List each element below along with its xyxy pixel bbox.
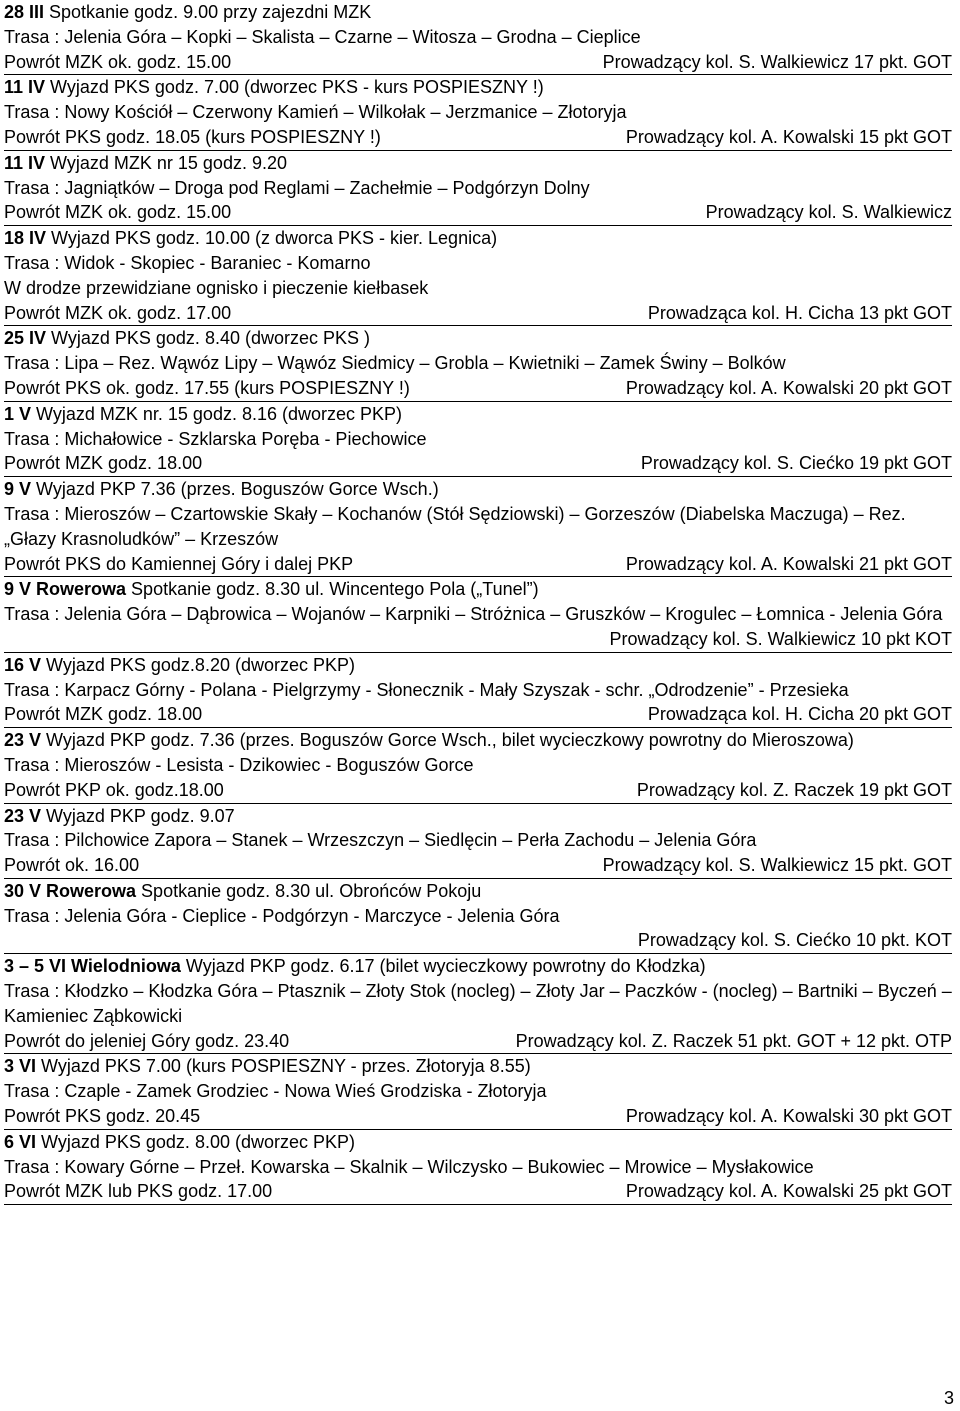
trip-date: 16 V: [4, 654, 42, 675]
trip-entry: [4, 954, 952, 1054]
trip-date: 11 IV: [4, 77, 46, 98]
trip-date: 1 V: [4, 403, 32, 424]
trip-departure: Spotkanie godz. 9.00 przy zajezdni MZK: [44, 2, 372, 22]
trip-date: 28 III: [4, 2, 45, 22]
return-info: Powrót PKS godz. 20.45: [4, 1106, 201, 1127]
return-info: Powrót do jeleniej Góry godz. 23.40: [4, 1030, 290, 1051]
trip-entry: [4, 577, 952, 652]
trip-route: Trasa : Jelenia Góra - Cieplice - Podgórzyn - Marczyce - Jelenia Góra: [4, 905, 560, 926]
trip-departure: Spotkanie godz. 8.30 ul. Obrońców Pokoju: [136, 880, 482, 901]
return-info: Powrót PKS godz. 18.05 (kurs POSPIESZNY !): [4, 126, 381, 147]
return-info: Powrót PKS do Kamiennej Góry i dalej PKP: [4, 553, 354, 574]
trip-header: [4, 577, 952, 602]
trip-date: 23 V: [4, 730, 42, 751]
trip-return: [4, 301, 952, 326]
trip-route: Trasa : Kowary Górne – Przeł. Kowarska – Skalnik – Wilczysko – Bukowiec – Mrowice – Mysłakowice: [4, 1156, 814, 1177]
trip-departure: Spotkanie godz. 8.30 ul. Wincentego Pola („Tunel”): [126, 579, 539, 600]
trip-entry: [4, 879, 952, 954]
trip-date: 3 VI: [4, 1056, 37, 1077]
trip-route: Trasa : Mieroszów - Lesista - Dzikowiec - Boguszów Gorce: [4, 754, 474, 775]
trip-route: Trasa : Lipa – Rez. Wąwóz Lipy – Wąwóz Siedmicy – Grobla – Kwietniki – Zamek Świny – Bolków: [4, 353, 786, 374]
trip-route: Trasa : Czaple - Zamek Grodziec - Nowa Wieś Grodziska - Złotoryja: [4, 1081, 547, 1102]
trip-route: Trasa : Mieroszów – Czartowskie Skały – Kochanów (Stół Sędziowski) – Gorzeszów (Diabelska Maczuga) – Rez. „Głazy Krasnoludków” – Krzeszów: [4, 503, 906, 549]
trip-header: [4, 728, 952, 753]
trip-header: [4, 75, 952, 100]
return-info: Powrót MZK lub PKS godz. 17.00: [4, 1181, 273, 1202]
leader-info: Prowadzący kol. S. Walkiewicz: [705, 202, 952, 223]
return-info: Powrót MZK godz. 18.00: [4, 453, 203, 474]
leader-info: Prowadząca kol. H. Cicha 13 pkt GOT: [647, 302, 952, 323]
leader-info: Prowadzący kol. S. Walkiewicz 10 pkt KOT: [609, 628, 952, 649]
trip-header: [4, 477, 952, 502]
trip-return: [4, 125, 952, 150]
trip-return: [4, 451, 952, 476]
trip-departure: Wyjazd PKP 7.36 (przes. Boguszów Gorce Wsch.): [31, 479, 439, 500]
trip-route: Trasa : Jelenia Góra – Kopki – Skalista – Czarne – Witosza – Grodna – Cieplice: [4, 26, 641, 47]
leader-info: Prowadzący kol. A. Kowalski 30 pkt GOT: [625, 1106, 952, 1127]
trip-entry: [4, 1130, 952, 1205]
trip-date: 25 IV: [4, 328, 47, 349]
return-info: Powrót ok. 16.00: [4, 855, 140, 876]
trip-date: 3 – 5 VI Wielodniowa: [4, 956, 181, 977]
trip-entry: [4, 402, 952, 477]
trip-route: Trasa : Pilchowice Zapora – Stanek – Wrzeszczyn – Siedlęcin – Perła Zachodu – Jelenia Góra: [4, 830, 757, 851]
trip-departure: Wyjazd PKS godz. 7.00 (dworzec PKS - kurs POSPIESZNY !): [45, 77, 544, 98]
trip-return: [4, 928, 952, 953]
trip-header: [4, 804, 952, 829]
trip-route: Trasa : Jelenia Góra – Dąbrowica – Wojanów – Karpniki – Stróżnica – Gruszków – Krogulec – Łomnica - Jelenia Góra: [4, 604, 943, 625]
leader-info: Prowadzący kol. A. Kowalski 21 pkt GOT: [625, 553, 952, 574]
trip-return: [4, 702, 952, 727]
trip-entry: [4, 326, 952, 401]
trip-date: 11 IV: [4, 152, 46, 173]
trip-return: [4, 778, 952, 803]
trip-route: Trasa : Michałowice - Szklarska Poręba - Piechowice: [4, 428, 427, 449]
trip-return: [4, 627, 952, 652]
trip-date: 6 VI: [4, 1131, 37, 1152]
trip-departure: Wyjazd PKS godz. 8.00 (dworzec PKP): [36, 1131, 356, 1152]
trip-date: 30 V Rowerowa: [4, 880, 137, 901]
return-info: Powrót PKP ok. godz.18.00: [4, 779, 224, 800]
trip-entry: [4, 151, 952, 226]
trip-departure: Wyjazd PKP godz. 7.36 (przes. Boguszów Gorce Wsch., bilet wycieczkowy powrotny do Mieroszowa): [41, 730, 854, 751]
schedule: [4, 0, 952, 1205]
trip-entry: [4, 477, 952, 577]
return-info: Powrót MZK ok. godz. 17.00: [4, 302, 232, 323]
trip-route: Trasa : Kłodzko – Kłodzka Góra – Ptasznik – Złoty Stok (nocleg) – Złoty Jar – Paczków - (nocleg) – Bartniki – Byczeń – Kamieniec Ząbkowicki: [4, 981, 952, 1026]
trip-departure: Wyjazd PKP godz. 6.17 (bilet wycieczkowy powrotny do Kłodzka): [180, 956, 706, 977]
leader-info: Prowadzący kol. A. Kowalski 15 pkt GOT: [625, 126, 952, 147]
trip-entry: [4, 804, 952, 879]
trip-departure: Wyjazd PKS 7.00 (kurs POSPIESZNY - przes. Złotoryja 8.55): [36, 1056, 531, 1077]
trip-header: [4, 402, 952, 427]
trip-departure: Wyjazd PKS godz.8.20 (dworzec PKP): [41, 654, 356, 675]
trip-entry: [4, 728, 952, 803]
leader-info: Prowadząca kol. H. Cicha 20 pkt GOT: [647, 704, 952, 725]
trip-departure: Wyjazd PKS godz. 10.00 (z dworca PKS - kier. Legnica): [46, 228, 498, 249]
page-number: 3: [943, 1388, 954, 1408]
trip-header: [4, 1054, 952, 1079]
trip-header: [4, 326, 952, 351]
trip-departure: Wyjazd MZK nr. 15 godz. 8.16 (dworzec PKP): [31, 403, 403, 424]
trip-return: [4, 50, 952, 75]
trip-departure: Wyjazd PKS godz. 8.40 (dworzec PKS ): [46, 328, 371, 349]
trip-date: 18 IV: [4, 228, 47, 249]
trip-route: Trasa : Nowy Kościół – Czerwony Kamień – Wilkołak – Jerzmanice – Złotoryja: [4, 102, 627, 123]
trip-return: [4, 376, 952, 401]
trip-return: [4, 853, 952, 878]
trip-route: Trasa : Widok - Skopiec - Baraniec - Komarno: [4, 252, 371, 273]
leader-info: Prowadzący kol. Z. Raczek 51 pkt. GOT + 12 pkt. OTP: [515, 1030, 952, 1051]
return-info: Powrót MZK ok. godz. 15.00: [4, 202, 232, 223]
trip-header: [4, 1130, 952, 1155]
trip-return: [4, 552, 952, 577]
trip-return: [4, 1179, 952, 1204]
trip-entry: [4, 653, 952, 728]
leader-info: Prowadzący kol. S. Walkiewicz 17 pkt. GOT: [602, 51, 952, 72]
leader-info: Prowadzący kol. S. Ciećko 10 pkt. KOT: [637, 930, 952, 951]
trip-date: 9 V Rowerowa: [4, 579, 127, 600]
trip-entry: [4, 0, 952, 75]
return-info: Powrót MZK ok. godz. 15.00: [4, 51, 232, 72]
trip-return: [4, 1029, 952, 1054]
leader-info: Prowadzący kol. S. Ciećko 19 pkt GOT: [640, 453, 952, 474]
trip-date: 23 V: [4, 805, 42, 826]
trip-header: [4, 0, 952, 25]
return-info: Powrót PKS ok. godz. 17.55 (kurs POSPIESZNY !): [4, 377, 410, 398]
trip-return: [4, 1104, 952, 1129]
leader-info: Prowadzący kol. Z. Raczek 19 pkt GOT: [636, 779, 952, 800]
trip-header: [4, 151, 952, 176]
trip-return: [4, 200, 952, 225]
trip-route: Trasa : Jagniątków – Droga pod Reglami – Zachełmie – Podgórzyn Dolny: [4, 177, 590, 198]
trip-departure: Wyjazd PKP godz. 9.07: [41, 805, 235, 826]
leader-info: Prowadzący kol. S. Walkiewicz 15 pkt. GOT: [602, 855, 952, 876]
trip-header: [4, 954, 952, 979]
return-info: Powrót MZK godz. 18.00: [4, 704, 203, 725]
trip-note: W drodze przewidziane ognisko i pieczenie kiełbasek: [4, 277, 429, 298]
trip-date: 9 V: [4, 479, 32, 500]
trip-entry: [4, 226, 952, 326]
trip-header: [4, 226, 952, 251]
trip-entry: [4, 1054, 952, 1129]
trip-departure: Wyjazd MZK nr 15 godz. 9.20: [45, 152, 287, 173]
leader-info: Prowadzący kol. A. Kowalski 20 pkt GOT: [625, 377, 952, 398]
trip-entry: [4, 75, 952, 150]
leader-info: Prowadzący kol. A. Kowalski 25 pkt GOT: [625, 1181, 952, 1202]
trip-header: [4, 879, 952, 904]
trip-header: [4, 653, 952, 678]
trip-route: Trasa : Karpacz Górny - Polana - Pielgrzymy - Słonecznik - Mały Szyszak - schr. „Odrodzenie” - Przesieka: [4, 679, 849, 700]
